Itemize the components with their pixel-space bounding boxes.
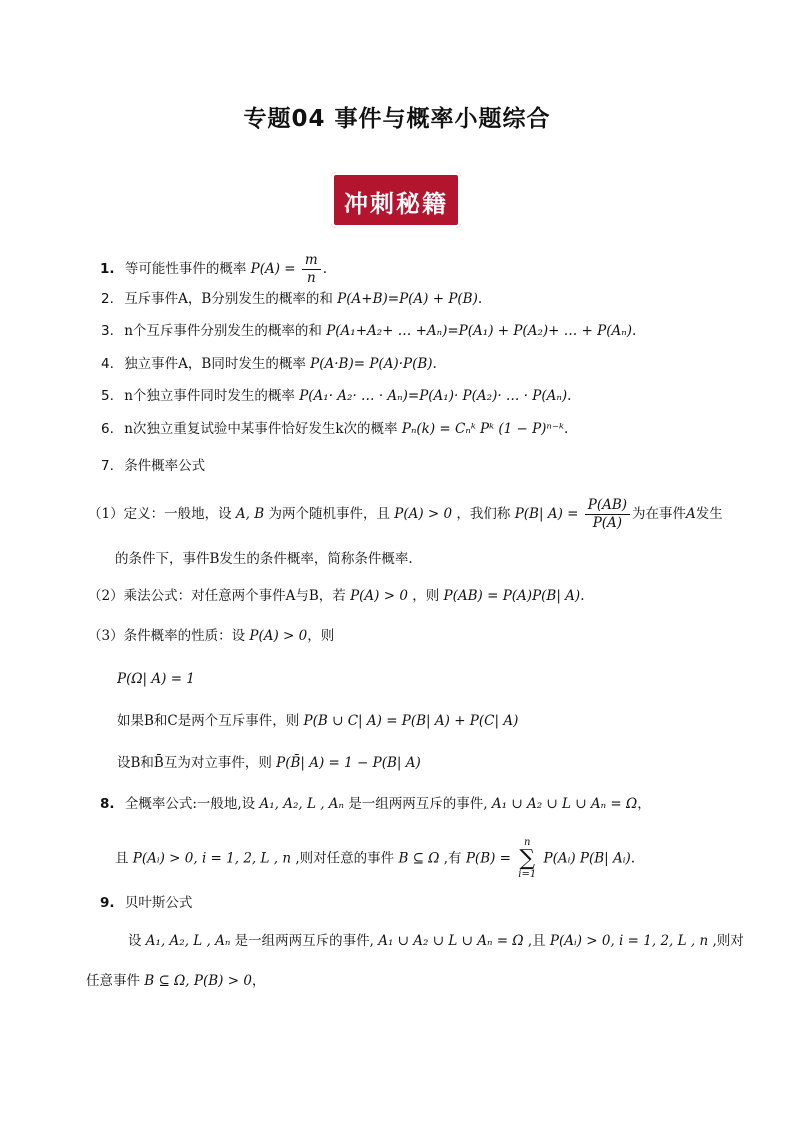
formula: P(A) > 0 <box>350 588 408 604</box>
punctuation: . <box>563 421 569 437</box>
item-text: 条件概率公式 <box>124 458 206 474</box>
fraction-denominator: n <box>306 270 316 286</box>
formula: B ⊆ Ω, P(B) > 0 <box>144 973 252 989</box>
item-text: （2）乘法公式：对任意两个事件A与B，若 <box>88 588 346 604</box>
item-text: 发生 <box>695 506 723 522</box>
punctuation: . <box>432 356 437 372</box>
item-5 <box>101 387 571 405</box>
item-text: （3）条件概率的性质：设 <box>88 628 246 644</box>
item-text: 互斥事件A，B分别发生的概率的和 <box>124 291 333 307</box>
item-text: n个独立事件同时发生的概率 <box>124 388 295 404</box>
fraction <box>302 252 321 287</box>
item-text: 全概率公式:一般地,设 <box>124 796 256 812</box>
item-number: 6. <box>101 421 114 437</box>
formula: P(A) > 0 <box>249 628 308 644</box>
item-text: 贝叶斯公式 <box>124 895 193 911</box>
item-9 <box>100 894 192 912</box>
banner <box>331 172 461 228</box>
bayes-line-1 <box>128 932 744 950</box>
item-6 <box>101 420 568 438</box>
sigma-icon: ∑ <box>519 846 536 871</box>
item-text: 设 <box>128 933 142 949</box>
punctuation: ， <box>251 973 266 989</box>
item-text: n次独立重复试验中某事件恰好发生k次的概率 <box>124 421 398 437</box>
item-text: ，则 <box>307 628 335 644</box>
item-text: 独立事件A，B同时发生的概率 <box>124 356 306 372</box>
page-title: 专题04 事件与概率小题综合 <box>243 106 551 132</box>
punctuation: . <box>477 291 483 307</box>
item-text: ,则对 <box>712 933 744 949</box>
formula: A, B <box>235 506 265 522</box>
formula: P(Aᵢ) P(B| Aᵢ) <box>543 850 631 867</box>
formula: P(A₁· A₂· … · Aₙ)=P(A₁)· P(A₂)· … · P(Aₙ) <box>299 388 568 404</box>
item-text: 为两个随机事件，且 <box>268 506 390 522</box>
item-text: ，我们称 <box>456 506 511 522</box>
item-text: （1）定义：一般地，设 <box>88 506 232 522</box>
item-number: 1. <box>100 261 115 277</box>
conditional-definition-cont: 的条件下，事件B发生的条件概率，简称条件概率. <box>115 551 413 567</box>
sum-upper: n <box>524 837 531 848</box>
item-number: 3. <box>101 323 114 339</box>
sum-lower: i=1 <box>518 869 537 880</box>
formula: P(A) > 0 <box>394 506 453 522</box>
item-text: 等可能性事件的概率 <box>124 261 247 277</box>
item-text: 是一组两两互斥的事件, <box>234 933 374 949</box>
item-text: ,且 <box>527 933 546 949</box>
banner-label: 冲刺秘籍 <box>344 189 448 218</box>
fraction-numerator: m <box>302 252 321 270</box>
item-number: 5. <box>101 388 114 404</box>
item-number: 8. <box>100 796 115 812</box>
property-3 <box>117 754 421 772</box>
item-3 <box>101 322 636 340</box>
total-probability-formula <box>115 838 635 880</box>
formula: P(A₁+A₂+ … +Aₙ)=P(A₁) + P(A₂)+ … + P(Aₙ) <box>326 323 632 339</box>
formula: B ⊆ Ω <box>398 850 440 867</box>
item-text: 为在事件 <box>632 506 687 522</box>
punctuation: . <box>580 588 585 604</box>
item-2 <box>101 290 482 308</box>
formula: P(B ∪ C| A) = P(B| A) + P(C| A) <box>303 713 519 729</box>
item-text: n个互斥事件分别发生的概率的和 <box>124 323 322 339</box>
punctuation: ， <box>637 796 651 812</box>
summation-symbol <box>518 838 536 880</box>
item-4 <box>101 355 437 373</box>
punctuation: . <box>630 850 636 867</box>
item-number: 2. <box>101 291 114 307</box>
item-number: 7. <box>101 458 114 474</box>
property-2 <box>117 712 518 730</box>
conditional-properties <box>88 627 334 645</box>
fraction <box>585 497 630 532</box>
formula: A₁, A₂, L , Aₙ <box>259 796 345 812</box>
item-text: 是一组两两互斥的事件, <box>348 796 488 812</box>
formula: P(B) = <box>465 850 511 867</box>
formula: P(AB) = P(A)P(B| A) <box>443 588 581 604</box>
item-text: 且 <box>115 850 129 867</box>
formula: P(Aᵢ) > 0, i = 1, 2, L , n <box>549 933 709 949</box>
item-text: 如果B和C是两个互斥事件，则 <box>117 713 300 729</box>
formula: P(Aᵢ) > 0, i = 1, 2, L , n <box>132 850 292 867</box>
punctuation: . <box>322 261 328 277</box>
item-number: 9. <box>100 895 115 911</box>
item-text: 设B和B̄互为对立事件，则 <box>117 755 272 771</box>
formula: Pₙ(k) = Cₙᵏ Pᵏ (1 − P)ⁿ⁻ᵏ <box>401 421 564 437</box>
formula: P(A) = <box>250 261 296 277</box>
conditional-definition <box>88 497 723 532</box>
item-7 <box>101 457 205 475</box>
item-text: ,则对任意的事件 <box>295 850 395 867</box>
formula: A₁, A₂, L , Aₙ <box>145 933 231 949</box>
fraction-denominator: P(A) <box>592 515 623 531</box>
formula: A <box>686 506 696 522</box>
multiplication-rule <box>88 587 585 605</box>
punctuation: . <box>631 323 637 339</box>
formula: P(B̄| A) = 1 − P(B| A) <box>276 755 421 771</box>
bayes-line-2 <box>86 972 265 990</box>
item-text: 任意事件 <box>86 973 140 989</box>
formula: A₁ ∪ A₂ ∪ L ∪ Aₙ = Ω <box>378 933 524 949</box>
item-1 <box>100 252 327 287</box>
formula: P(A+B)=P(A) + P(B) <box>337 291 478 307</box>
property-1: P(Ω| A) = 1 <box>117 671 195 687</box>
formula: A₁ ∪ A₂ ∪ L ∪ Aₙ = Ω <box>491 796 638 812</box>
formula: P(A·B)= P(A)·P(B) <box>310 356 433 372</box>
fraction-numerator: P(AB) <box>585 497 630 515</box>
item-number: 4. <box>101 356 114 372</box>
item-text: ，则 <box>412 588 440 604</box>
item-8 <box>100 795 651 813</box>
punctuation: . <box>567 388 572 404</box>
formula: P(B| A) = <box>514 506 579 522</box>
item-text: ,有 <box>443 850 462 867</box>
